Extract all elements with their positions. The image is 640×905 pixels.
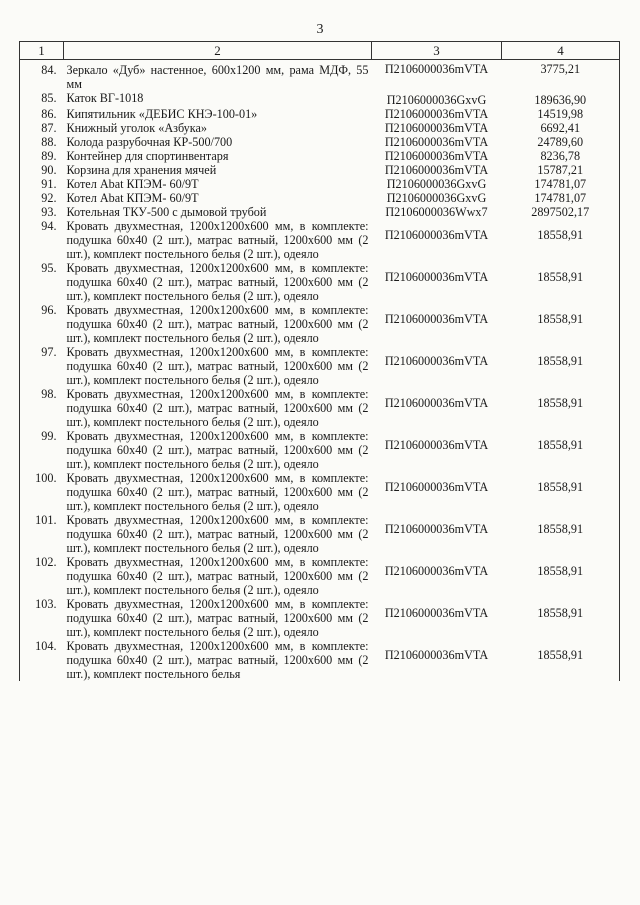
page-number: 3 [316, 22, 324, 37]
inventory-code: П2106000036mVTA [384, 606, 489, 620]
item-price: 18558,91 [502, 261, 620, 303]
inventory-code: П2106000036mVTA [384, 228, 489, 242]
item-price: 3775,21 [502, 60, 620, 92]
inventory-code: П2106000036mVTA [384, 270, 489, 284]
row-number: 84. [20, 60, 64, 92]
row-number: 87. [20, 121, 64, 135]
item-name: Кровать двухместная, 1200х1200х600 мм, в комплекте: подушка 60х40 (2 шт.), матрас ватный, 1200х600 мм (2 шт.), комплект постельного белья [66, 639, 369, 681]
table-row [20, 471, 620, 513]
table-row [20, 219, 620, 261]
row-number: 89. [20, 149, 64, 163]
item-name: Контейнер для спортинвентаря [66, 149, 229, 163]
table-row [20, 303, 620, 345]
item-name: Кровать двухместная, 1200х1200х600 мм, в комплекте: подушка 60х40 (2 шт.), матрас ватный, 1200х600 мм (2 шт.), комплект постельного белья (2 шт.), одеяло [66, 261, 369, 303]
item-price: 18558,91 [502, 345, 620, 387]
row-number: 92. [20, 191, 64, 205]
item-price: 18558,91 [502, 429, 620, 471]
table-row [20, 513, 620, 555]
inventory-code: П2106000036mVTA [384, 312, 489, 326]
row-number: 90. [20, 163, 64, 177]
inventory-code: П2106000036Wwx7 [385, 205, 488, 219]
row-number: 104. [20, 639, 64, 681]
row-number: 97. [20, 345, 64, 387]
inventory-code: П2106000036mVTA [384, 121, 489, 135]
item-price: 18558,91 [502, 639, 620, 681]
item-name: Кипятильник «ДЕБИС КНЭ-100-01» [66, 107, 258, 121]
inventory-code: П2106000036mVTA [384, 135, 489, 149]
table-row [20, 121, 620, 135]
item-price: 18558,91 [502, 555, 620, 597]
row-number: 93. [20, 205, 64, 219]
row-number: 88. [20, 135, 64, 149]
table-row [20, 597, 620, 639]
table-row [20, 60, 620, 92]
table-row [20, 191, 620, 205]
table-row [20, 639, 620, 681]
table-row [20, 91, 620, 107]
row-number: 101. [20, 513, 64, 555]
item-name: Кровать двухместная, 1200х1200х600 мм, в комплекте: подушка 60х40 (2 шт.), матрас ватный, 1200х600 мм (2 шт.), комплект постельного белья (2 шт.), одеяло [66, 429, 369, 471]
item-name: Кровать двухместная, 1200х1200х600 мм, в комплекте: подушка 60х40 (2 шт.), матрас ватный, 1200х600 мм (2 шт.), комплект постельного белья (2 шт.), одеяло [66, 555, 369, 597]
column-header-2: 2 [64, 42, 372, 60]
inventory-code: П2106000036mVTA [384, 438, 489, 452]
inventory-code: П2106000036mVTA [384, 107, 489, 121]
table-row [20, 107, 620, 121]
inventory-code: П2106000036mVTA [384, 648, 489, 662]
inventory-code: П2106000036GxvG [386, 177, 487, 191]
inventory-code: П2106000036mVTA [384, 149, 489, 163]
table-row [20, 205, 620, 219]
item-name: Зеркало «Дуб» настенное, 600х1200 мм, рама МДФ, 55 мм [66, 63, 369, 91]
inventory-code: П2106000036mVTA [384, 480, 489, 494]
item-name: Кровать двухместная, 1200х1200х600 мм, в комплекте: подушка 60х40 (2 шт.), матрас ватный, 1200х600 мм (2 шт.), комплект постельного белья (2 шт.), одеяло [66, 597, 369, 639]
item-price: 14519,98 [502, 107, 620, 121]
row-number: 95. [20, 261, 64, 303]
item-price: 18558,91 [502, 597, 620, 639]
item-price: 18558,91 [502, 219, 620, 261]
column-header-1: 1 [20, 42, 64, 60]
item-name: Котел Abat КПЭМ- 60/9Т [66, 191, 199, 205]
table-row [20, 135, 620, 149]
row-number: 102. [20, 555, 64, 597]
inventory-code: П2106000036mVTA [384, 522, 489, 536]
inventory-table [19, 41, 620, 681]
table-body [20, 60, 620, 682]
table-row [20, 163, 620, 177]
table-row [20, 177, 620, 191]
item-price: 189636,90 [502, 91, 620, 107]
item-price: 18558,91 [502, 303, 620, 345]
row-number: 94. [20, 219, 64, 261]
item-name: Каток ВГ-1018 [66, 91, 144, 105]
table-row [20, 149, 620, 163]
inventory-code: П2106000036mVTA [384, 564, 489, 578]
inventory-code: П2106000036GxvG [386, 93, 487, 107]
item-price: 15787,21 [502, 163, 620, 177]
column-header-4: 4 [502, 42, 620, 60]
item-name: Книжный уголок «Азбука» [66, 121, 208, 135]
item-price: 18558,91 [502, 387, 620, 429]
item-price: 8236,78 [502, 149, 620, 163]
item-price: 18558,91 [502, 471, 620, 513]
item-price: 2897502,17 [502, 205, 620, 219]
inventory-code: П2106000036mVTA [384, 62, 489, 76]
row-number: 103. [20, 597, 64, 639]
row-number: 100. [20, 471, 64, 513]
item-name: Котельная ТКУ-500 с дымовой трубой [66, 205, 267, 219]
row-number: 86. [20, 107, 64, 121]
table-row [20, 387, 620, 429]
row-number: 91. [20, 177, 64, 191]
item-price: 174781,07 [502, 191, 620, 205]
item-name: Кровать двухместная, 1200х1200х600 мм, в комплекте: подушка 60х40 (2 шт.), матрас ватный, 1200х600 мм (2 шт.), комплект постельного белья (2 шт.), одеяло [66, 513, 369, 555]
item-price: 6692,41 [502, 121, 620, 135]
inventory-code: П2106000036GxvG [386, 191, 487, 205]
table-row [20, 555, 620, 597]
row-number: 98. [20, 387, 64, 429]
table-row [20, 429, 620, 471]
item-name: Корзина для хранения мячей [66, 163, 217, 177]
inventory-code: П2106000036mVTA [384, 354, 489, 368]
item-name: Кровать двухместная, 1200х1200х600 мм, в комплекте: подушка 60х40 (2 шт.), матрас ватный, 1200х600 мм (2 шт.), комплект постельного белья (2 шт.), одеяло [66, 471, 369, 513]
row-number: 99. [20, 429, 64, 471]
inventory-code: П2106000036mVTA [384, 396, 489, 410]
item-price: 18558,91 [502, 513, 620, 555]
item-name: Колода разрубочная КР-500/700 [66, 135, 233, 149]
item-name: Кровать двухместная, 1200х1200х600 мм, в комплекте: подушка 60х40 (2 шт.), матрас ватный, 1200х600 мм (2 шт.), комплект постельного белья (2 шт.), одеяло [66, 303, 369, 345]
item-price: 174781,07 [502, 177, 620, 191]
row-number: 85. [20, 91, 64, 107]
table-row [20, 261, 620, 303]
item-name: Котел Abat КПЭМ- 60/9Т [66, 177, 199, 191]
item-name: Кровать двухместная, 1200х1200х600 мм, в комплекте: подушка 60х40 (2 шт.), матрас ватный, 1200х600 мм (2 шт.), комплект постельного белья (2 шт.), одеяло [66, 345, 369, 387]
table-row [20, 345, 620, 387]
item-name: Кровать двухместная, 1200х1200х600 мм, в комплекте: подушка 60х40 (2 шт.), матрас ватный, 1200х600 мм (2 шт.), комплект постельного белья (2 шт.), одеяло [66, 219, 369, 261]
item-name: Кровать двухместная, 1200х1200х600 мм, в комплекте: подушка 60х40 (2 шт.), матрас ватный, 1200х600 мм (2 шт.), комплект постельного белья (2 шт.), одеяло [66, 387, 369, 429]
row-number: 96. [20, 303, 64, 345]
column-header-3: 3 [372, 42, 502, 60]
item-price: 24789,60 [502, 135, 620, 149]
table-header [20, 42, 620, 60]
inventory-code: П2106000036mVTA [384, 163, 489, 177]
